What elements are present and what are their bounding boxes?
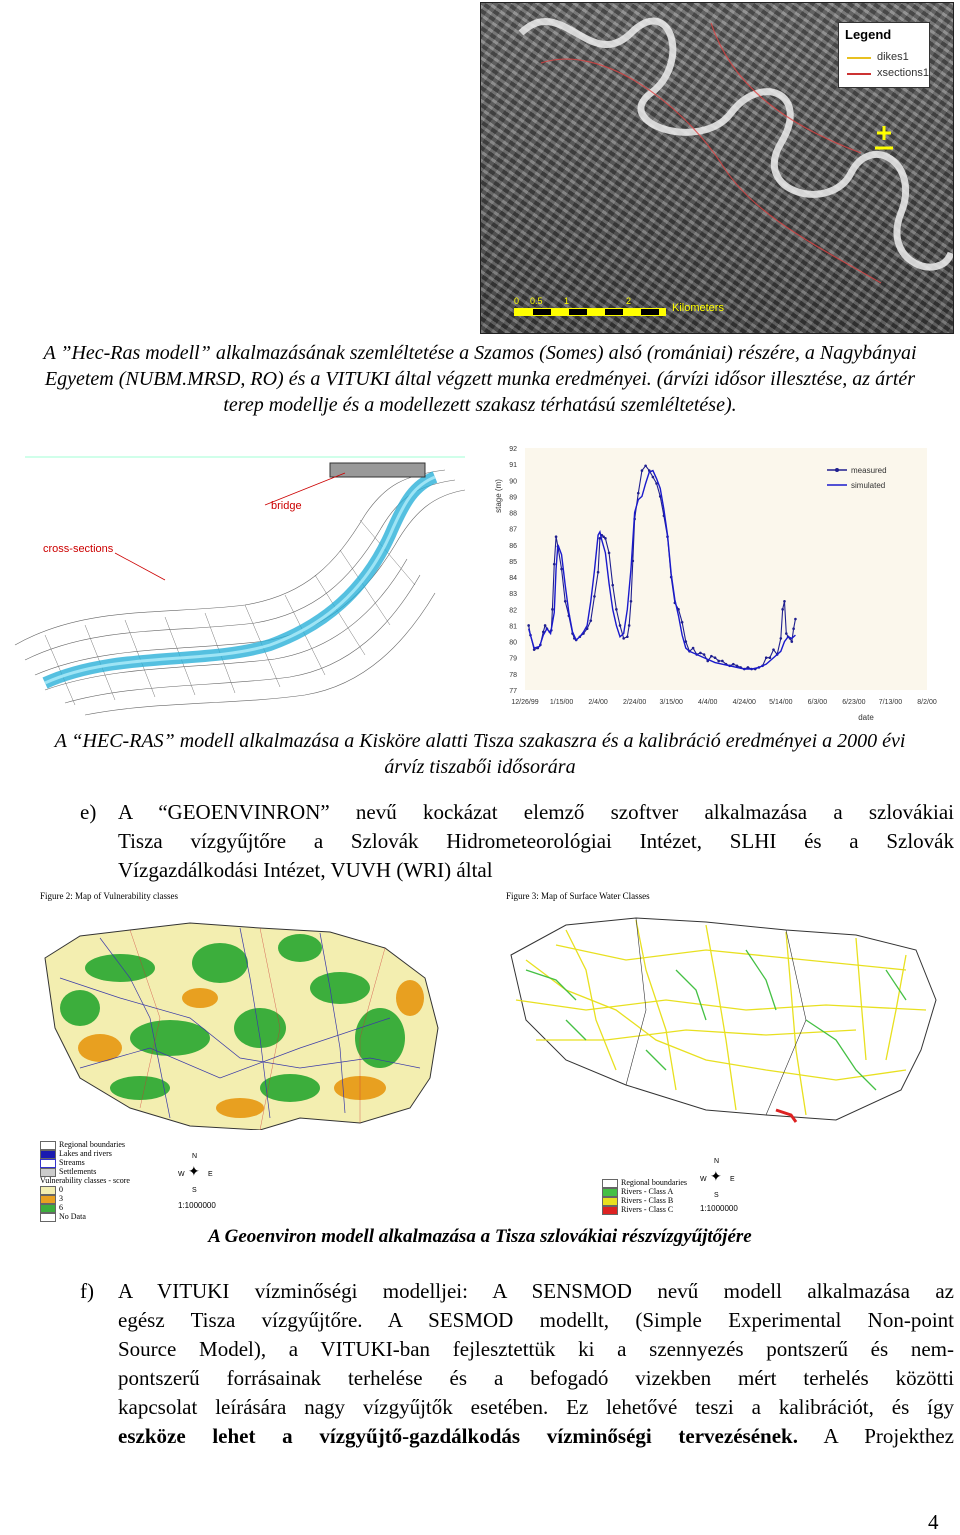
data-point bbox=[652, 476, 655, 479]
compass-w: W bbox=[178, 1171, 185, 1178]
data-point bbox=[593, 595, 596, 598]
caption-line: terep modellje és a modellezett szakasz térhatású szemléltetése). bbox=[223, 394, 737, 416]
data-point bbox=[555, 535, 558, 538]
paragraph-line: Vízgazdálkodási Intézet, VUVH (WRI) által bbox=[118, 858, 493, 882]
x-tick-label: 6/23/00 bbox=[842, 699, 866, 706]
scale-bar-label: Kilometers bbox=[672, 302, 724, 314]
data-point bbox=[628, 624, 631, 627]
caption-hec-ras-kiskore bbox=[0, 728, 960, 780]
paragraph-line: pontszerű forrásainak terhelése és a befogadó vizekben mért terhelés közötti bbox=[118, 1366, 954, 1390]
data-point bbox=[790, 640, 793, 643]
data-point bbox=[527, 624, 530, 627]
paragraph-line: kapcsolat leírására nagy vízgyűjtők esetében. Ez lehetővé teszi a kalibrációt, és így bbox=[118, 1395, 954, 1419]
y-axis-label: stage (m) bbox=[494, 479, 503, 513]
paragraph-line bbox=[118, 1422, 954, 1451]
data-point bbox=[703, 653, 706, 656]
scale-tick-05: 0.5 bbox=[530, 296, 543, 306]
caption-line: Egyetem (NUBM.MRSD, RO) és a VITUKI által végzett munka eredményei. (árvízi idősor illesztése, az ártér bbox=[44, 368, 916, 390]
paragraph-line: egész Tisza vízgyűjtőre. A SESMOD modellt, (Simple Experimental Non-point bbox=[118, 1308, 954, 1332]
data-point bbox=[564, 600, 567, 603]
caption-hec-ras-szamos bbox=[0, 340, 960, 418]
data-point bbox=[772, 648, 775, 651]
bridge-label: bridge bbox=[271, 500, 302, 512]
data-point bbox=[615, 608, 618, 611]
x-tick-label: 5/14/00 bbox=[769, 699, 793, 706]
data-point bbox=[611, 584, 614, 587]
y-tick-label: 83 bbox=[509, 591, 517, 599]
data-point bbox=[630, 600, 633, 603]
data-point bbox=[781, 608, 784, 611]
map1-legend-item: 3 bbox=[59, 1194, 63, 1203]
surface-water-map bbox=[506, 910, 940, 1132]
map1-legend-item: Settlements bbox=[59, 1167, 97, 1176]
data-point bbox=[597, 571, 600, 574]
paragraph-f-body bbox=[118, 1306, 954, 1451]
data-point bbox=[544, 624, 547, 627]
map2-scale: 1:1000000 bbox=[700, 1204, 738, 1213]
data-point bbox=[619, 624, 622, 627]
legend-label-simulated: simulated bbox=[851, 481, 886, 490]
data-point bbox=[553, 563, 556, 566]
y-tick-label: 78 bbox=[509, 671, 517, 679]
map1-legend-item: Lakes and rivers bbox=[59, 1149, 112, 1158]
paragraph-line: A VITUKI vízminőségi modelljei: A SENSMOD nevű modell alkalmazása az bbox=[118, 1279, 954, 1303]
data-point bbox=[641, 469, 644, 472]
compass-rose-icon: ✦ bbox=[188, 1163, 200, 1179]
x-tick-label: 7/13/00 bbox=[878, 699, 903, 706]
data-point bbox=[644, 464, 647, 467]
data-point bbox=[626, 635, 629, 638]
bold-phrase: eszköze lehet a vízgyűjtő-gazdálkodás vízminőségi tervezésének. bbox=[118, 1424, 798, 1448]
legend-item-xsections: xsections1 bbox=[877, 67, 929, 79]
data-point bbox=[604, 537, 607, 540]
x-tick-label: 2/4/00 bbox=[588, 699, 608, 706]
map-legend bbox=[838, 22, 930, 88]
map2-legend-item: Rivers - Class A bbox=[621, 1187, 674, 1196]
paragraph-e bbox=[80, 798, 954, 885]
data-point bbox=[681, 621, 684, 624]
river-model-graphic bbox=[5, 455, 485, 725]
compass-e: E bbox=[730, 1176, 735, 1183]
map2-compass bbox=[700, 1158, 736, 1202]
data-point bbox=[637, 492, 640, 495]
x-tick-label: 3/15/00 bbox=[659, 699, 683, 706]
data-point bbox=[710, 655, 713, 658]
y-tick-label: 90 bbox=[509, 478, 517, 486]
data-point bbox=[792, 627, 795, 630]
data-point bbox=[589, 619, 592, 622]
map1-legend bbox=[40, 1140, 180, 1220]
map1-legend-item: 6 bbox=[59, 1203, 63, 1212]
compass-n: N bbox=[714, 1158, 720, 1165]
paragraph-line: A “GEOENVINRON” nevű kockázat elemző szoftver alkalmazása a szlovákiai bbox=[118, 800, 954, 824]
legend-item-dikes: dikes1 bbox=[877, 51, 909, 63]
scale-tick-1: 1 bbox=[564, 296, 570, 306]
x-tick-label: 2/24/00 bbox=[622, 699, 647, 706]
legend-marker bbox=[835, 468, 839, 472]
list-label-f: f) bbox=[80, 1279, 94, 1303]
data-point bbox=[692, 647, 695, 650]
x-tick-label: 4/24/00 bbox=[732, 699, 756, 706]
data-point bbox=[780, 637, 783, 640]
scale-bar-graphic bbox=[514, 308, 666, 316]
compass-e: E bbox=[208, 1171, 213, 1178]
data-point bbox=[721, 660, 724, 663]
caption-line: A ”Hec-Ras modell” alkalmazásának szemléltetése a Szamos (Somes) alsó (romániai) részére, a Nagybányai bbox=[43, 342, 917, 364]
x-tick-label: 6/3/00 bbox=[807, 699, 828, 706]
vulnerability-map bbox=[40, 918, 440, 1130]
y-tick-label: 81 bbox=[509, 623, 517, 631]
paragraph-f bbox=[80, 1277, 954, 1306]
y-tick-label: 91 bbox=[509, 462, 517, 470]
y-tick-label: 80 bbox=[509, 639, 517, 647]
y-tick-label: 82 bbox=[509, 607, 517, 615]
map1-legend-item: Regional boundaries bbox=[59, 1140, 125, 1149]
compass-w: W bbox=[700, 1176, 707, 1183]
caption-line: árvíz tiszabői idősorára bbox=[384, 756, 576, 778]
paragraph-tail: A Projekthez bbox=[797, 1424, 954, 1448]
scale-tick-2: 2 bbox=[626, 296, 632, 306]
x-tick-label: 8/2/00 bbox=[917, 699, 937, 706]
cross-sections-label: cross-sections bbox=[43, 543, 114, 555]
y-tick-label: 79 bbox=[509, 655, 517, 663]
surface-water-map-graphic bbox=[506, 910, 940, 1132]
scale-tick-0: 0 bbox=[514, 296, 520, 306]
scale-bar bbox=[514, 296, 724, 322]
map1-legend-item: Vulnerability classes - score bbox=[40, 1176, 130, 1185]
y-tick-label: 84 bbox=[509, 575, 517, 583]
compass-rose-icon: ✦ bbox=[710, 1168, 722, 1184]
map1-compass bbox=[178, 1153, 214, 1197]
x-axis-label: date bbox=[858, 713, 874, 722]
map2-legend-item: Regional boundaries bbox=[621, 1178, 687, 1187]
y-tick-label: 86 bbox=[509, 542, 517, 550]
y-tick-label: 77 bbox=[509, 688, 517, 695]
legend-title: Legend bbox=[845, 27, 892, 42]
data-point bbox=[622, 637, 625, 640]
legend-swatch-dikes bbox=[847, 57, 871, 59]
list-label-e: e) bbox=[80, 800, 97, 824]
data-point bbox=[794, 618, 797, 621]
y-tick-label: 88 bbox=[509, 510, 517, 518]
paragraph-line: Source Model), a VITUKI-ban fejlesztettük ki a szennyezés pontszerű és nem- bbox=[118, 1337, 954, 1361]
map1-legend-item: Streams bbox=[59, 1158, 85, 1167]
hec-ras-3d-model bbox=[5, 455, 485, 725]
stage-chart bbox=[487, 440, 937, 725]
compass-s: S bbox=[714, 1192, 719, 1199]
data-point bbox=[769, 656, 772, 659]
map1-legend-item: No Data bbox=[59, 1212, 86, 1221]
bridge-shape bbox=[330, 463, 425, 477]
data-point bbox=[785, 632, 788, 635]
x-tick-label: 12/26/99 bbox=[511, 699, 539, 706]
data-point bbox=[699, 652, 702, 655]
map2-legend-item: Rivers - Class C bbox=[621, 1205, 674, 1214]
y-tick-label: 89 bbox=[509, 494, 517, 502]
caption-geoenviron: A Geoenviron modell alkalmazása a Tisza szlovákiai részvízgyűjtőjére bbox=[208, 1226, 752, 1247]
x-tick-label: 1/15/00 bbox=[549, 699, 574, 706]
data-point bbox=[765, 656, 768, 659]
caption-line: A “HEC-RAS” modell alkalmazása a Kisköre alatti Tisza szakaszra és a kalibráció eredményei a 2000 évi bbox=[54, 730, 906, 752]
data-point bbox=[551, 608, 554, 611]
compass-n: N bbox=[192, 1153, 198, 1160]
data-point bbox=[608, 552, 611, 555]
data-point bbox=[714, 656, 717, 659]
data-point bbox=[560, 568, 563, 571]
page-number: 4 bbox=[928, 1510, 939, 1534]
data-point bbox=[783, 600, 786, 603]
map2-title: Figure 3: Map of Surface Water Classes bbox=[506, 891, 650, 901]
compass-s: S bbox=[192, 1187, 197, 1194]
map1-legend-item: 0 bbox=[59, 1185, 63, 1194]
vulnerability-map-graphic bbox=[40, 918, 440, 1130]
map1-scale: 1:1000000 bbox=[178, 1201, 216, 1210]
map2-legend-item: Rivers - Class B bbox=[621, 1196, 674, 1205]
map1-title: Figure 2: Map of Vulnerability classes bbox=[40, 891, 179, 901]
legend-label-measured: measured bbox=[851, 466, 887, 475]
data-point bbox=[717, 660, 720, 663]
data-point bbox=[732, 663, 735, 666]
data-point bbox=[747, 666, 750, 669]
y-tick-label: 85 bbox=[509, 558, 517, 566]
y-tick-label: 87 bbox=[509, 526, 517, 534]
x-tick-label: 4/4/00 bbox=[697, 699, 718, 706]
stage-chart-svg bbox=[487, 440, 937, 725]
legend-swatch-xsections bbox=[847, 73, 871, 75]
paragraph-line: Tisza vízgyűjtőre a Szlovák Hidrometeorológiai Intézet, SLHI és a Szlovák bbox=[118, 829, 954, 853]
y-tick-label: 92 bbox=[509, 446, 517, 453]
